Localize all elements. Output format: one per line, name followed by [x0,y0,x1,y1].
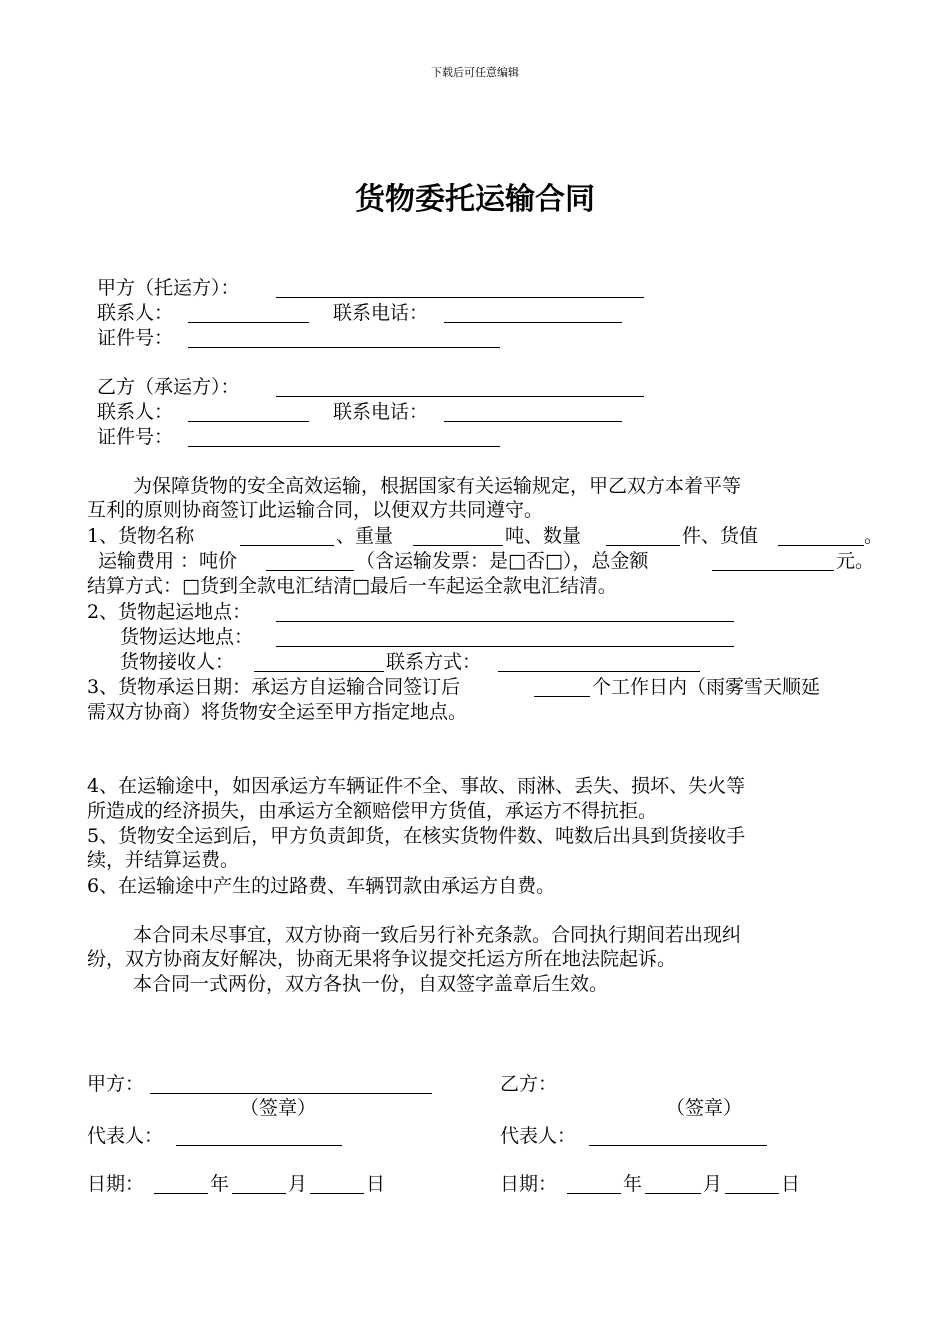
clause5-line-2: 续，并结算运费。 [87,849,240,871]
weight-field[interactable] [413,545,503,546]
total-amount-field[interactable] [712,570,834,571]
closing-line-2: 纷，双方协商友好解决，协商无果将争议提交托运方所在地法院起诉。 [87,948,677,970]
goods-name-field[interactable] [240,545,334,546]
clause3-line-1a: 3、货物承运日期：承运方自运输合同签订后 [87,676,461,698]
party-a-day-field[interactable] [310,1193,364,1194]
party-b-date-label: 日期： [500,1173,558,1195]
origin-field[interactable] [276,621,734,622]
party-b-name-field[interactable] [276,396,644,397]
receiver-label: 货物接收人： [120,651,235,673]
party-b-year-label: 年 [623,1173,643,1195]
party-a-contact-field[interactable] [188,322,309,323]
receiver-contact-field[interactable] [498,671,700,672]
closing-line-3: 本合同一式两份，双方各执一份，自双签字盖章后生效。 [133,973,609,995]
destination-label: 货物运达地点： [120,626,254,648]
party-b-representative-field[interactable] [589,1145,767,1146]
clause3-line-1b: 个工作日内（雨雾雪天顺延 [592,676,821,698]
invoice-label: （含运输发票：是□否□），总金额 [356,550,649,572]
party-a-seal-label: （签章） [240,1097,317,1119]
party-b-phone-field[interactable] [444,421,622,422]
party-b-year-field[interactable] [567,1193,621,1194]
quantity-field[interactable] [606,545,680,546]
yuan-label: 元。 [836,550,875,572]
party-a-phone-field[interactable] [444,322,622,323]
working-days-field[interactable] [534,696,590,697]
clause1-quantity-label: 吨、数量 [505,525,582,547]
origin-label: 2、货物起运地点： [87,601,252,623]
intro-line-2: 互利的原则协商签订此运输合同，以便双方共同遵守。 [87,499,544,521]
party-a-phone-label: 联系电话： [333,302,429,324]
party-b-representative-label: 代表人： [500,1125,577,1147]
clause1-value-label: 件、货值 [682,525,759,547]
goods-value-field[interactable] [778,545,864,546]
party-a-date-label: 日期： [87,1173,145,1195]
settlement-method: 结算方式：□货到全款电汇结清□最后一车起运全款电汇结清。 [87,575,617,597]
party-a-month-field[interactable] [232,1193,286,1194]
freight-label: 运输费用 ：吨价 [98,550,238,572]
party-a-id-field[interactable] [188,347,500,348]
party-a-day-label: 日 [366,1173,386,1195]
party-b-month-label: 月 [703,1173,723,1195]
sign-party-a-label: 甲方： [87,1073,145,1095]
party-b-id-field[interactable] [188,446,500,447]
ton-price-field[interactable] [266,570,354,571]
intro-line-1: 为保障货物的安全高效运输，根据国家有关运输规定，甲乙双方本着平等 [133,475,742,497]
clause5-line-1: 5、货物安全运到后，甲方负责卸货，在核实货物件数、吨数后出具到货接收手 [87,825,746,847]
party-a-year-label: 年 [210,1173,230,1195]
party-b-label: 乙方（承运方）： [97,376,240,398]
clause1-goods-name-label: 1、货物名称 [87,525,195,547]
clause3-line-2: 需双方协商）将货物安全运至甲方指定地点。 [87,701,468,723]
party-b-month-field[interactable] [645,1193,701,1194]
clause4-line-2: 所造成的经济损失，由承运方全额赔偿甲方货值，承运方不得抗拒。 [87,800,658,822]
party-b-contact-field[interactable] [188,421,309,422]
party-b-seal-label: （签章） [666,1097,743,1119]
closing-line-1: 本合同未尽事宜，双方协商一致后另行补充条款。合同执行期间若出现纠 [133,924,742,946]
party-b-day-label: 日 [781,1173,801,1195]
header-note: 下载后可任意编辑 [431,66,519,79]
party-a-month-label: 月 [288,1173,308,1195]
sign-party-a-field[interactable] [150,1093,432,1094]
party-a-representative-field[interactable] [176,1145,342,1146]
party-a-id-label: 证件号： [97,327,174,349]
party-a-representative-label: 代表人： [87,1125,164,1147]
sign-party-b-label: 乙方： [500,1073,558,1095]
party-b-id-label: 证件号： [97,426,174,448]
party-b-day-field[interactable] [725,1193,779,1194]
destination-field[interactable] [276,646,734,647]
clause1-end-mark: 。 [864,525,884,547]
party-a-contact-label: 联系人： [97,302,174,324]
party-b-contact-label: 联系人： [97,401,174,423]
receiver-contact-label: 联系方式： [386,651,482,673]
receiver-field[interactable] [254,671,384,672]
party-b-phone-label: 联系电话： [333,401,429,423]
clause1-weight-label: 、重量 [336,525,394,547]
contract-title: 货物委托运输合同 [355,182,595,217]
clause4-line-1: 4、在运输途中，如因承运方车辆证件不全、事故、雨淋、丢失、损坏、失火等 [87,775,746,797]
party-a-label: 甲方（托运方）： [97,277,240,299]
clause6-line-1: 6、在运输途中产生的过路费、车辆罚款由承运方自费。 [87,875,556,897]
party-a-year-field[interactable] [154,1193,208,1194]
party-a-name-field[interactable] [276,297,644,298]
